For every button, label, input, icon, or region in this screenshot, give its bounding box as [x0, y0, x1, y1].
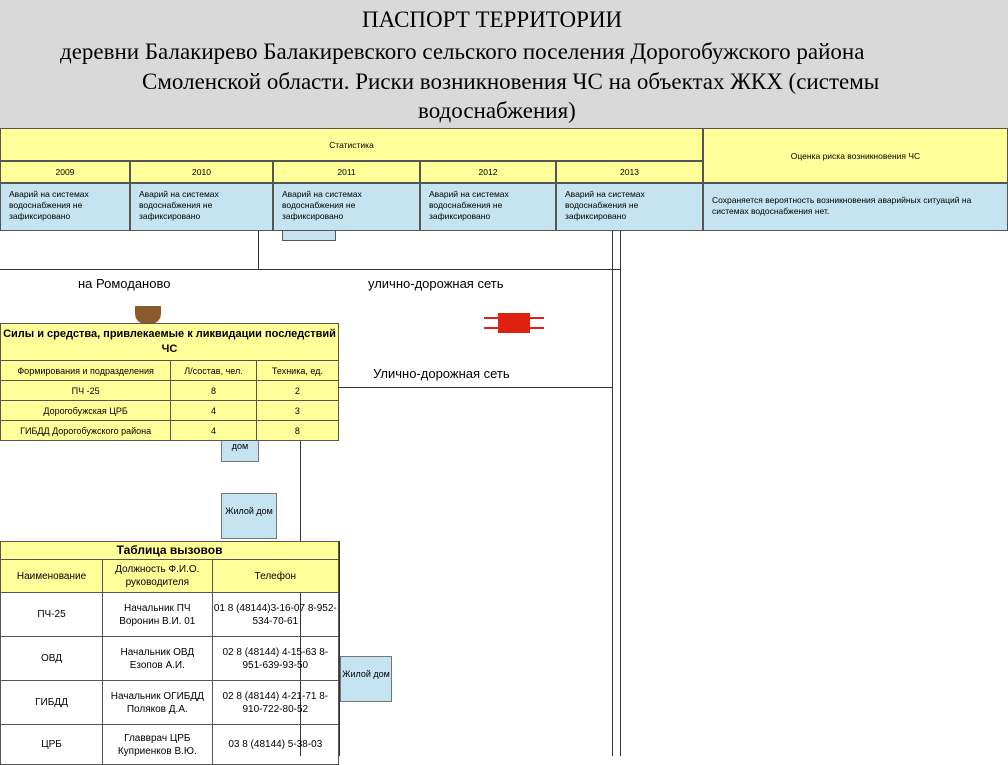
calls-header: Телефон	[212, 560, 338, 593]
calls-cell: ОВД	[1, 637, 103, 681]
hazard-symbol-body	[498, 313, 530, 333]
year-cell: 2011	[273, 161, 420, 183]
calls-title: Таблица вызовов	[1, 542, 339, 560]
house-building	[340, 656, 392, 702]
map-road	[620, 231, 621, 756]
calls-table	[0, 541, 339, 765]
forces-cell: 8	[171, 381, 257, 401]
calls-cell: 02 8 (48144) 4-15-63 8-951-639-93-50	[212, 637, 338, 681]
forces-table	[0, 323, 339, 441]
map-road	[0, 269, 620, 270]
header-line-3: Смоленской области. Риски возникновения ЧС на объектах ЖКХ (системы	[142, 69, 880, 94]
calls-cell: ЦРБ	[1, 725, 103, 765]
stats-cell: Аварий на системах водоснабжения не зафиксировано	[556, 183, 703, 231]
table-row	[1, 381, 339, 401]
calls-cell: 02 8 (48144) 4-21-71 8-910-722-80-52	[212, 681, 338, 725]
forces-title: Силы и средства, привлекаемые к ликвидации последствий ЧС	[1, 324, 339, 361]
forces-header: Л/состав, чел.	[171, 361, 257, 381]
house-building	[221, 493, 277, 539]
house-label: Жилой дом	[342, 669, 390, 679]
calls-cell: ПЧ-25	[1, 593, 103, 637]
risk-title-cell	[703, 128, 1008, 183]
calls-header: Наименование	[1, 560, 103, 593]
page-header	[0, 0, 1008, 128]
table-row	[1, 593, 339, 637]
header-line-2: деревни Балакирево Балакиревского сельского поселения Дорогобужского района	[60, 39, 865, 64]
calls-cell: Начальник ОГИБДД Поляков Д.А.	[103, 681, 213, 725]
header-line-4: водоснабжения)	[418, 98, 576, 123]
year-cell: 2012	[420, 161, 556, 183]
table-row	[1, 401, 339, 421]
table-row	[1, 637, 339, 681]
year-cell: 2009	[0, 161, 130, 183]
forces-cell: ГИБДД Дорогобужского района	[1, 421, 171, 441]
map-road	[339, 387, 613, 388]
table-row	[1, 725, 339, 765]
stats-cell: Аварий на системах водоснабжения не зафиксировано	[130, 183, 273, 231]
calls-cell: Главврач ЦРБ Куприенков В.Ю.	[103, 725, 213, 765]
well-icon	[134, 305, 162, 325]
calls-cell: ГИБДД	[1, 681, 103, 725]
house-label: Жилой дом	[225, 506, 273, 516]
calls-cell: 03 8 (48144) 5-38-03	[212, 725, 338, 765]
stats-cell: Аварий на системах водоснабжения не зафиксировано	[273, 183, 420, 231]
road-label-romodanovo: на Ромоданово	[78, 276, 171, 291]
stats-cell: Аварий на системах водоснабжения не зафиксировано	[0, 183, 130, 231]
header-title: ПАСПОРТ ТЕРРИТОРИИ	[362, 7, 623, 32]
map-road	[339, 541, 340, 756]
road-label-network-2: Улично-дорожная сеть	[373, 366, 510, 381]
house-label: дом	[231, 441, 249, 451]
forces-cell: 8	[256, 421, 338, 441]
forces-cell: Дорогобужская ЦРБ	[1, 401, 171, 421]
map-road	[258, 231, 259, 269]
table-row	[1, 421, 339, 441]
stats-cell: Аварий на системах водоснабжения не зафиксировано	[420, 183, 556, 231]
forces-header: Формирования и подразделения	[1, 361, 171, 381]
forces-cell: 2	[256, 381, 338, 401]
calls-header: Должность Ф.И.О. руководителя	[103, 560, 213, 593]
risk-cell: Сохраняется вероятность возникновения аварийных ситуаций на системах водоснабжения нет.	[703, 183, 1008, 231]
forces-cell: 4	[171, 421, 257, 441]
year-cell: 2013	[556, 161, 703, 183]
calls-cell: Начальник ОВД Езопов А.И.	[103, 637, 213, 681]
year-cell: 2010	[130, 161, 273, 183]
forces-cell: 4	[171, 401, 257, 421]
forces-cell: ПЧ -25	[1, 381, 171, 401]
calls-cell: Начальник ПЧ Воронин В.И. 01	[103, 593, 213, 637]
road-label-network: улично-дорожная сеть	[368, 276, 504, 291]
hazard-symbol-icon	[484, 311, 544, 335]
risk-title: Оценка риска возникновения ЧС	[790, 151, 921, 161]
calls-cell: 01 8 (48144)3-16-07 8-952-534-70-61	[212, 593, 338, 637]
forces-header: Техника, ед.	[256, 361, 338, 381]
map-road	[612, 231, 613, 756]
stats-title-cell	[0, 128, 703, 161]
forces-cell: 3	[256, 401, 338, 421]
stats-title: Статистика	[329, 140, 374, 150]
table-row	[1, 681, 339, 725]
